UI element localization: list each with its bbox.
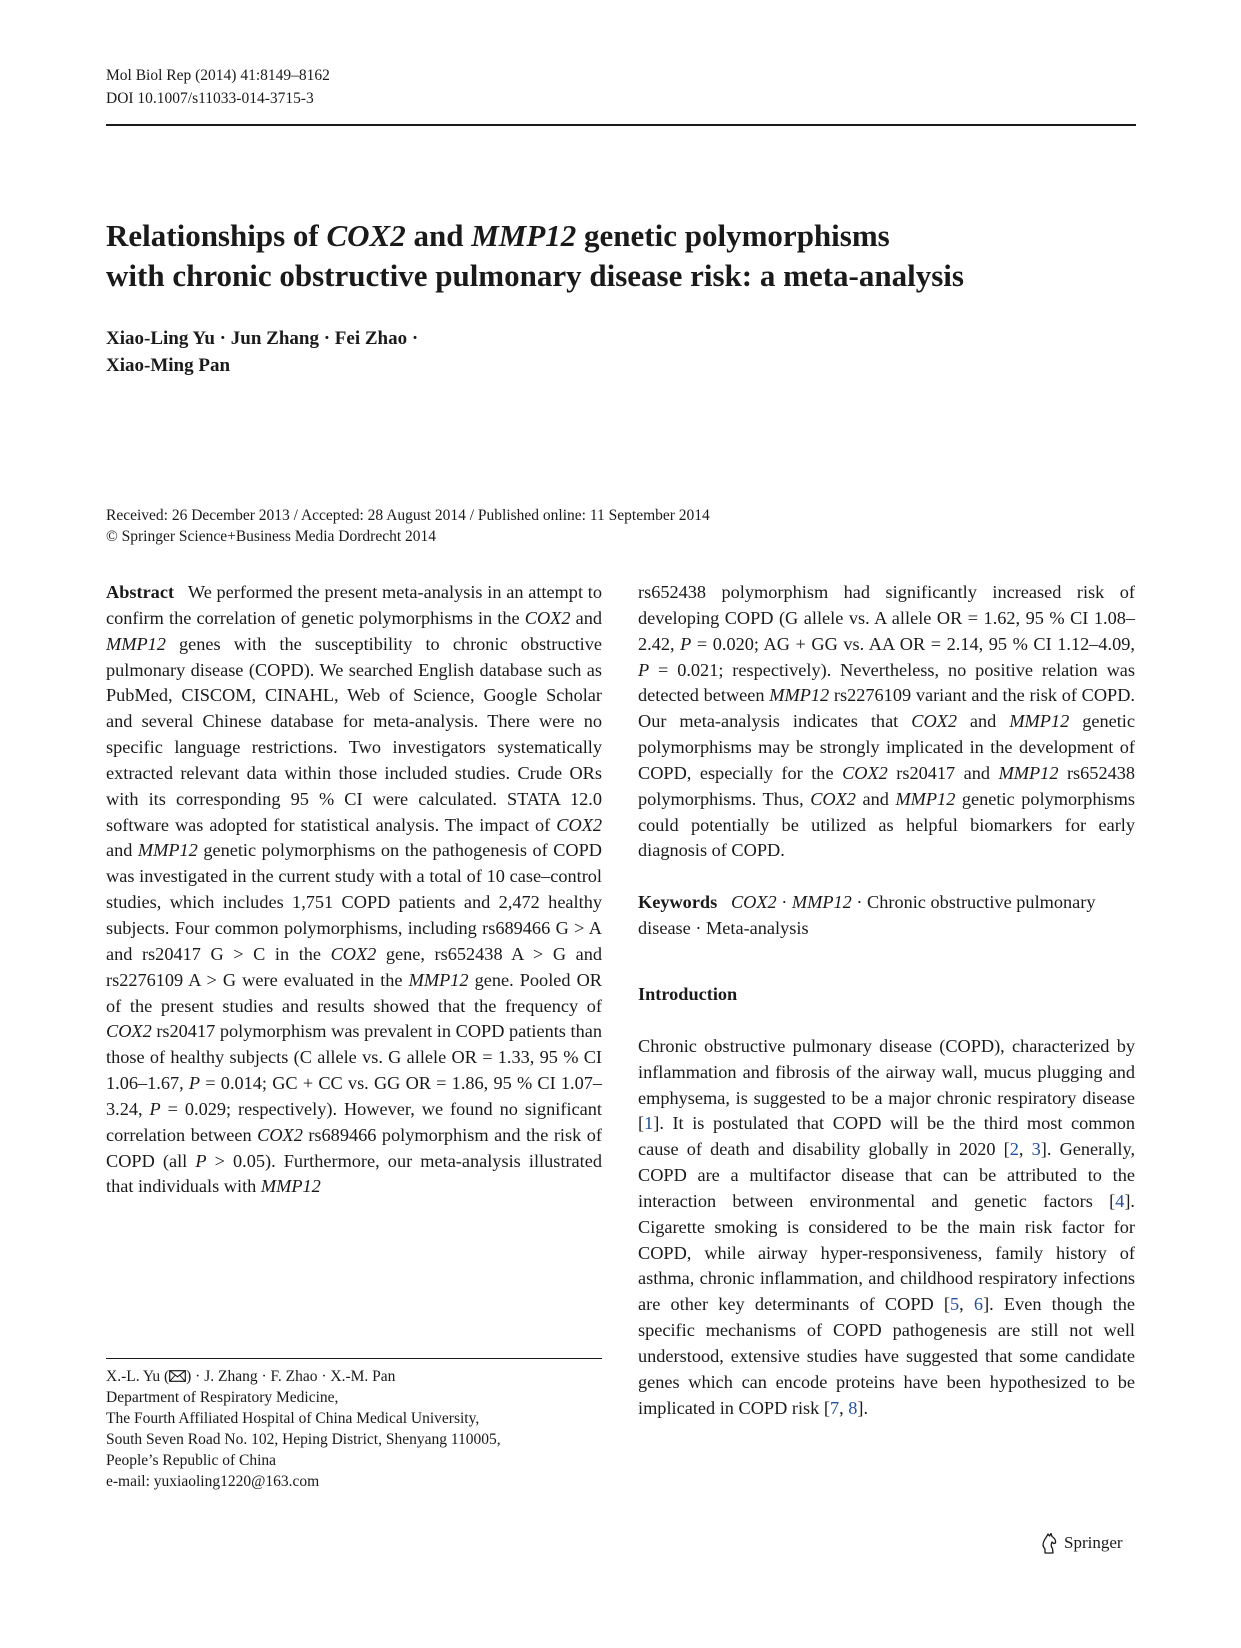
email[interactable]: e-mail: yuxiaoling1220@163.com (106, 1473, 320, 1490)
right-column (638, 580, 1135, 1421)
affiliation-footnote (106, 1366, 602, 1492)
citation-link[interactable]: 5 (950, 1294, 960, 1315)
abstract-continued: rs652438 polymorphism had significantly increased risk of developing COPD (G allele vs. A allele OR = 1.62, 95 % CI 1.08–2.42, P = 0.020; AG + GG vs. AA OR = 2.14, 95 % CI 1.12–4.09, P = 0.021; respectively). Nevertheless, no positive relation was detected between MMP12 rs2276109 variant and the risk of COPD. Our meta-analysis indicates that COX2 and MMP12 genetic polymorphisms may be strongly implicated in the development of COPD, especially for the COX2 rs20417 and MMP12 rs652438 polymorphisms. Thus, COX2 and MMP12 genetic polymorphisms could potentially be utilized as helpful biomarkers for early diagnosis of COPD. (638, 582, 1136, 861)
department: Department of Respiratory Medicine, (106, 1389, 339, 1406)
citation-link[interactable]: 7 (829, 1397, 840, 1418)
abstract: Abstract We performed the present meta-analysis in an attempt to confirm the correlation of genetic polymorphisms in the COX2 and MMP12 genes with the susceptibility to chronic obstructive pulmonary disease (COPD). We searched English database such as PubMed, CISCOM, CINAHL, Web of Science, Google Scholar and several Chinese database for meta-analysis. There were no specific language restrictions. Two investigators systematically extracted relevant data within those included studies. Crude ORs with its corresponding 95 % CI were calculated. STATA 12.0 software was adopted for statistical analysis. The impact of COX2 and MMP12 genetic polymorphisms on the pathogenesis of COPD was investigated in the current study with a total of 10 case–control studies, which includes 1,751 COPD patients and 2,472 healthy subjects. Four common polymorphisms, including rs689466 G > A and rs20417 G > C in the COX2 gene, rs652438 A > G and rs2276109 A > G were evaluated in the MMP12 gene. Pooled OR of the present studies and results showed that the frequency of COX2 rs20417 polymorphism was prevalent in COPD patients than those of healthy subjects (C allele vs. G allele OR = 1.33, 95 % CI 1.06–1.67, P = 0.014; GC + CC vs. GG OR = 1.86, 95 % CI 1.07–3.24, P = 0.029; respectively). However, we found no significant correlation between COX2 rs689466 polymorphism and the risk of COPD (all P > 0.05). Furthermore, our meta-analysis illustrated that individuals with MMP12 (106, 582, 603, 1197)
citation-link[interactable]: 4 (1115, 1190, 1125, 1211)
keywords-heading: Keywords (638, 892, 718, 913)
header-rule (106, 124, 1136, 126)
doi[interactable]: DOI 10.1007/s11033-014-3715-3 (106, 90, 314, 107)
article-dates (106, 505, 710, 547)
article-title: Relationships of COX2 and MMP12 genetic polymorphisms with chronic obstructive pulmonary disease risk: a meta-analysis (106, 218, 964, 293)
publisher-name: Springer (1064, 1533, 1123, 1552)
country: People’s Republic of China (106, 1452, 277, 1469)
copyright: © Springer Science+Business Media Dordrecht 2014 (106, 528, 437, 545)
abstract-heading: Abstract (106, 582, 175, 602)
envelope-icon (169, 1370, 186, 1382)
section-heading-introduction: Introduction (638, 983, 738, 1004)
left-column (106, 580, 602, 1200)
author-line[interactable]: Xiao-Ming Pan (106, 355, 231, 376)
citation-link[interactable]: 8 (848, 1397, 858, 1418)
author-line[interactable]: Xiao-Ling Yu · Jun Zhang · Fei Zhao · (106, 328, 419, 349)
citation-link[interactable]: 6 (973, 1294, 984, 1315)
author-list (106, 325, 418, 379)
keywords: Keywords COX2 · MMP12 · Chronic obstructive pulmonary disease · Meta-analysis (638, 892, 1096, 939)
journal-citation: Mol Biol Rep (2014) 41:8149–8162 (106, 67, 330, 84)
publisher-logo (1040, 1532, 1123, 1554)
address: South Seven Road No. 102, Heping District, Shenyang 110005, (106, 1431, 501, 1448)
affiliation-authors: X.-L. Yu ( ) · J. Zhang · F. Zhao · X.-M. Pan (106, 1368, 396, 1385)
hospital: The Fourth Affiliated Hospital of China Medical University, (106, 1410, 480, 1427)
springer-knight-icon (1040, 1532, 1058, 1554)
running-header (106, 64, 330, 110)
citation-link[interactable]: 2 (1009, 1139, 1019, 1160)
citation-link[interactable]: 3 (1031, 1139, 1041, 1160)
introduction-paragraph: Chronic obstructive pulmonary disease (COPD), characterized by inflammation and fibrosis of the airway wall, mucus plugging and emphysema, is suggested to be a major chronic respiratory disease [1]. It is postulated that COPD will be the third most common cause of death and disability globally in 2020 [2, 3]. Generally, COPD are a multifactor disease that can be attributed to the interaction between environmental and genetic factors [4]. Cigarette smoking is considered to be the main risk factor for COPD, while airway hyper-responsiveness, family history of asthma, chronic inflammation, and childhood respiratory infections are other key determinants of COPD [5, 6]. Even though the specific mechanisms of COPD pathogenesis are still not well understood, extensive studies have suggested that some candidate genes which can encode proteins have been hypothesized to be implicated in COPD risk [7, 8]. (638, 1035, 1136, 1418)
footnote-rule (106, 1358, 602, 1359)
citation-link[interactable]: 1 (644, 1113, 654, 1134)
history-dates: Received: 26 December 2013 / Accepted: 28 August 2014 / Published online: 11 September 2014 (106, 507, 710, 524)
